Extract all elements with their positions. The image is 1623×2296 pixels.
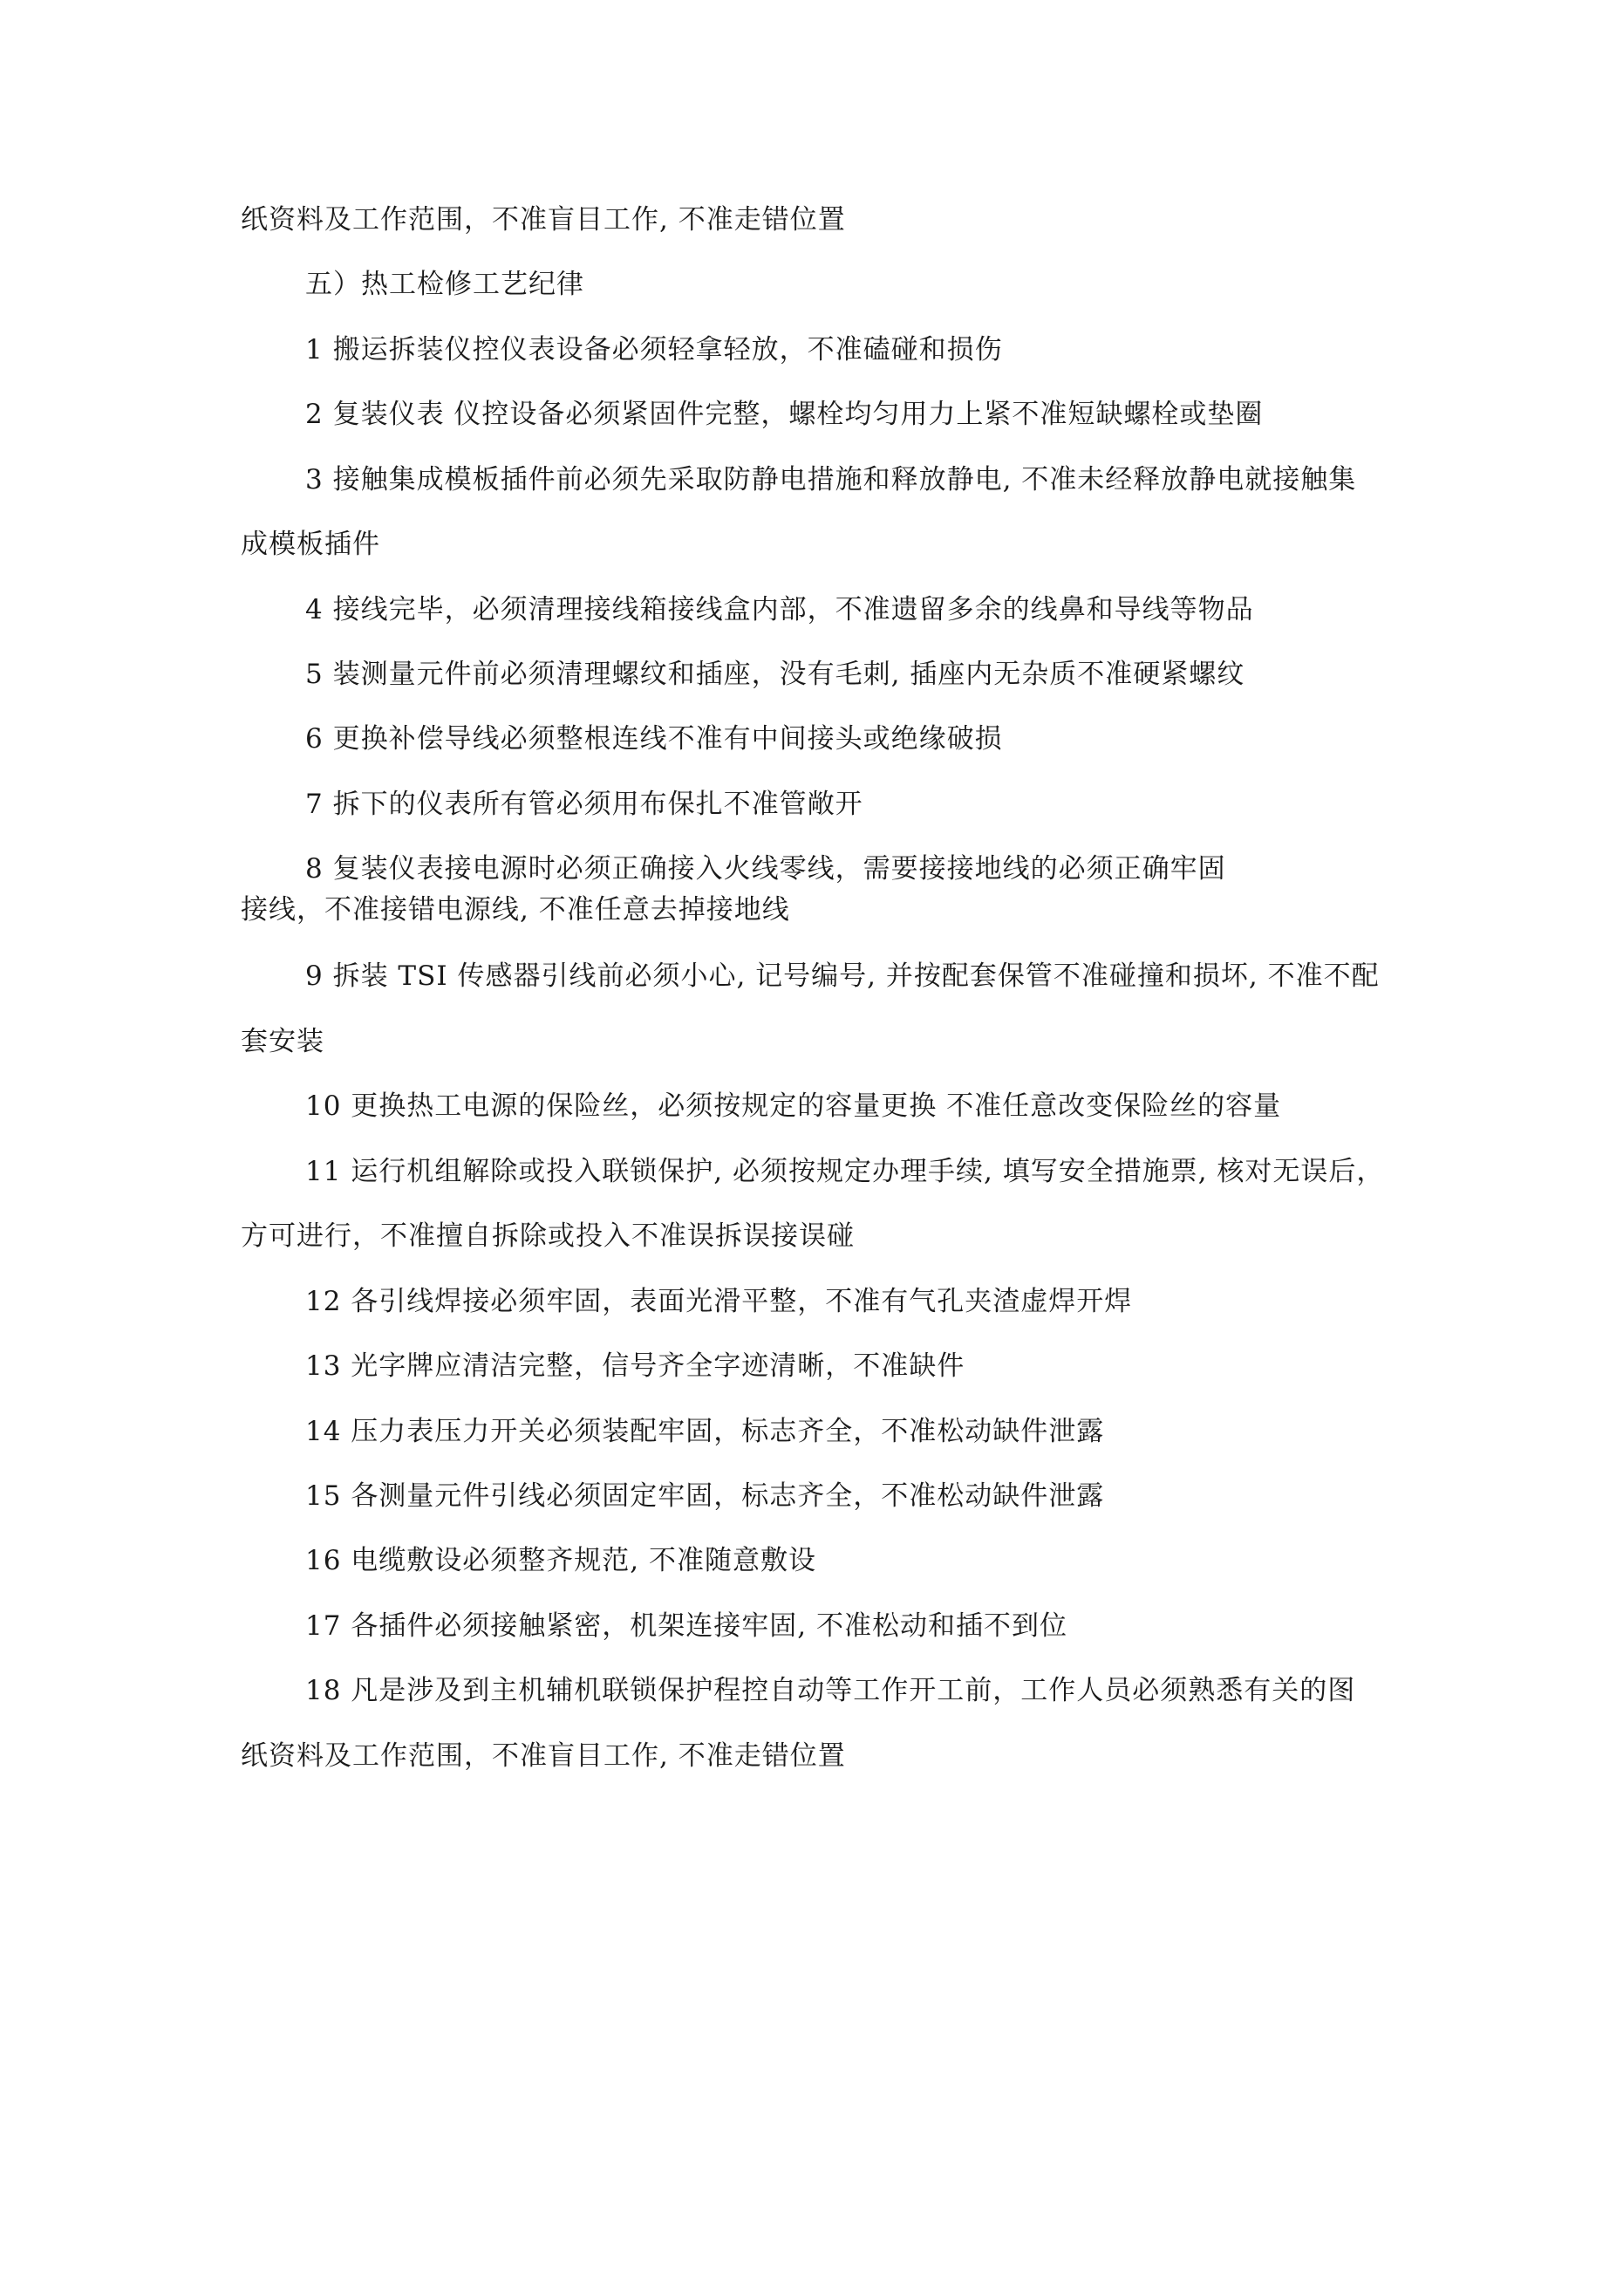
text-line: 3 接触集成模板插件前必须先采取防静电措施和释放静电, 不准未经释放静电就接触集 [305,464,1357,495]
text-line: 18 凡是涉及到主机辅机联锁保护程控自动等工作开工前，工作人员必须熟悉有关的图 [305,1675,1356,1706]
text-line: 成模板插件 [241,529,380,560]
text-line: 9 拆装 TSI 传感器引线前必须小心, 记号编号, 并按配套保管不准碰撞和损坏, 不准不配 [305,960,1380,992]
text-line: 8 复装仪表接电源时必须正确接入火线零线，需要接接地线的必须正确牢固 [305,853,1226,885]
section-heading: 五）热工检修工艺纪律 [305,269,584,300]
text-line: 2 复装仪表 仪控设备必须紧固件完整，螺栓均匀用力上紧不准短缺螺栓或垫圈 [305,399,1264,430]
text-line: 6 更换补偿导线必须整根连线不准有中间接头或绝缘破损 [305,723,1003,755]
text-line: 7 拆下的仪表所有管必须用布保扎不准管敞开 [305,789,863,820]
text-line: 方可进行，不准擅自拆除或投入不准误拆误接误碰 [241,1220,855,1252]
text-line: 11 运行机组解除或投入联锁保护, 必须按规定办理手续, 填写安全措施票, 核对无误后， [305,1156,1385,1187]
text-line: 1 搬运拆装仪控仪表设备必须轻拿轻放，不准磕碰和损伤 [305,334,1003,366]
text-line: 12 各引线焊接必须牢固，表面光滑平整，不准有气孔夹渣虚焊开焊 [305,1286,1133,1317]
text-line: 5 装测量元件前必须清理螺纹和插座，没有毛刺, 插座内无杂质不准硬紧螺纹 [305,659,1245,690]
text-line: 接线，不准接错电源线, 不准任意去掉接地线 [241,894,790,926]
text-line: 16 电缆敷设必须整齐规范, 不准随意敷设 [305,1545,817,1576]
text-line: 14 压力表压力开关必须装配牢固，标志齐全，不准松动缺件泄露 [305,1416,1105,1447]
text-line: 纸资料及工作范围，不准盲目工作, 不准走错位置 [241,204,846,236]
text-line: 10 更换热工电源的保险丝，必须按规定的容量更换 不准任意改变保险丝的容量 [305,1090,1282,1122]
text-line: 纸资料及工作范围，不准盲目工作, 不准走错位置 [241,1740,846,1772]
text-line: 4 接线完毕，必须清理接线箱接线盒内部，不准遗留多余的线鼻和导线等物品 [305,594,1254,625]
text-line: 13 光字牌应清洁完整，信号齐全字迹清晰，不准缺件 [305,1350,965,1382]
text-line: 套安装 [241,1026,324,1057]
text-line: 17 各插件必须接触紧密，机架连接牢固, 不准松动和插不到位 [305,1610,1068,1642]
text-line: 15 各测量元件引线必须固定牢固，标志齐全，不准松动缺件泄露 [305,1480,1105,1512]
